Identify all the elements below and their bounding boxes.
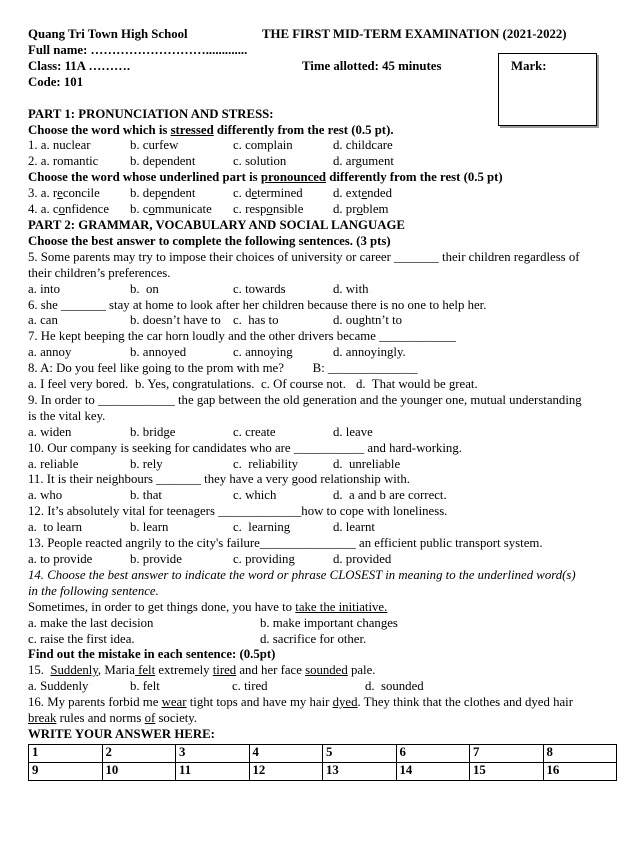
option-cell: b. doesn’t have to [130, 313, 221, 328]
underlined-text: break [28, 711, 57, 726]
option-cell: b. felt [130, 679, 160, 694]
option-cell: b. learn [130, 520, 169, 535]
option-cell: a. reliable [28, 456, 79, 471]
answer-table [28, 744, 617, 781]
answer-cell [470, 744, 544, 762]
underlined-text: of [144, 711, 156, 726]
options-row [28, 282, 616, 298]
answer-cell [176, 762, 250, 780]
exam-line: 11. It is their neighbours _______ they have a very good relationship with. [28, 472, 410, 487]
options-row [28, 202, 616, 218]
option-cell: d. childcare [333, 138, 393, 153]
exam-line: is the vital key. [28, 408, 106, 423]
option-cell: a. make the last decision [28, 615, 154, 630]
text-segment: tight tops and have my hair [186, 695, 333, 710]
answer-cell [543, 744, 617, 762]
text-segment: Choose the word which is [28, 122, 171, 137]
option-cell: b. rely [130, 456, 163, 471]
text-segment: . They think that the clothes and dyed hair [357, 695, 573, 710]
option-cell: b. make important changes [260, 615, 398, 630]
header-line-1 [28, 27, 616, 43]
section-heading: PART 2: GRAMMAR, VOCABULARY AND SOCIAL LANGUAGE [28, 217, 405, 232]
underlined-text: felt [134, 663, 156, 678]
text-segment: and her face [236, 663, 306, 678]
underlined-text: sounded [305, 663, 348, 678]
option-cell [333, 202, 616, 218]
answer-cell-number: 8 [546, 744, 553, 759]
options-row [28, 520, 616, 536]
time-allotted-label: Time allotted: 45 minutes [302, 58, 442, 73]
underlined-text: e [57, 186, 63, 201]
option-cell: d. argument [333, 154, 394, 169]
options-row [28, 552, 616, 568]
option-cell: a. who [28, 488, 63, 503]
options-row [28, 186, 616, 202]
section-heading: PART 1: PRONUNCIATION AND STRESS: [28, 106, 274, 121]
answer-cell-number: 5 [326, 744, 333, 759]
answer-cell-number: 12 [252, 762, 266, 777]
underlined-text: pronounced [260, 170, 327, 185]
option-cell: d. provided [333, 552, 392, 566]
text-segment: , Maria [97, 663, 135, 678]
answer-cell [323, 744, 397, 762]
option-cell: b. provide [130, 552, 182, 566]
text-segment: Sometimes, in order to get things done, you have to [28, 599, 296, 614]
answer-row [29, 762, 617, 780]
answer-cell [543, 762, 617, 780]
answer-cell-number: 16 [546, 762, 560, 777]
mark-box [498, 53, 597, 126]
option-cell: a. can [28, 313, 58, 328]
underlined-text: o [356, 202, 363, 217]
text-segment: c. resp [233, 202, 267, 217]
exam-line: 14. Choose the best answer to indicate the word or phrase CLOSEST in meaning to the underlined word(s) [28, 567, 576, 582]
option-cell: b. bridge [130, 424, 176, 439]
mark-label: Mark: [511, 59, 547, 73]
underlined-text: e [161, 186, 167, 201]
option-cell [28, 186, 130, 202]
option-cell [130, 186, 233, 202]
text-segment: 3. a. r [28, 186, 58, 201]
answer-cell-number: 14 [399, 762, 413, 777]
exam-line: 5. Some parents may try to impose their choices of university or career _______ their children regardless of [28, 249, 580, 264]
option-cell: a. I feel very bored. [28, 377, 129, 392]
underlined-text: wear [161, 695, 187, 710]
option-cell: c. providing [233, 552, 295, 566]
option-cell: a. to provide [28, 552, 93, 566]
text-segment: d. pr [333, 202, 357, 217]
option-cell: c. which [233, 488, 277, 503]
option-cell [233, 186, 333, 202]
underlined-text: take the initiative. [295, 599, 388, 614]
option-cell [28, 202, 130, 218]
answer-cell-number: 7 [473, 744, 480, 759]
underlined-text: o [266, 202, 273, 217]
answer-cell [396, 762, 470, 780]
school-name: Quang Tri Town High School [28, 27, 188, 41]
exam-line: 7. He kept beeping the car horn loudly and the other drivers became ____________ [28, 329, 456, 344]
option-cell: c. tired [232, 679, 268, 694]
option-cell: a. to learn [28, 520, 83, 535]
exam-title: THE FIRST MID-TERM EXAMINATION (2021-2022) [262, 27, 567, 41]
exam-line: 6. she _______ stay at home to look after her children because there is no one to help her. [28, 297, 487, 312]
exam-body [28, 107, 616, 743]
option-cell: 1. a. nuclear [28, 138, 91, 153]
options-row [28, 377, 616, 393]
answer-cell [29, 762, 103, 780]
option-cell: a. Suddenly [28, 679, 89, 694]
text-segment: differently from the rest (0.5 pt) [326, 170, 503, 185]
option-cell: a. annoy [28, 345, 72, 360]
option-cell: c. raise the first idea. [28, 631, 135, 646]
exam-line [28, 695, 616, 711]
answer-cell-number: 6 [399, 744, 406, 759]
options-row [28, 138, 616, 154]
option-cell: c. create [233, 424, 276, 439]
exam-line: 9. In order to ____________ the gap between the old generation and the younger one, mutual understanding [28, 392, 582, 407]
exam-line: in the following sentence. [28, 583, 159, 598]
option-cell: b. annoyed [130, 345, 187, 360]
answer-cell-number: 4 [252, 744, 259, 759]
answer-cell-number: 11 [179, 762, 192, 777]
underlined-text: o [148, 202, 155, 217]
option-cell: c. annoying [233, 345, 293, 360]
option-cell: d. leave [333, 424, 373, 439]
answer-cell [176, 744, 250, 762]
options-row [28, 488, 616, 504]
answer-cell-number: 10 [105, 762, 119, 777]
text-segment: mmunicate [154, 202, 212, 217]
exam-line: 12. It’s absolutely vital for teenagers _____________how to cope with loneliness. [28, 504, 448, 519]
option-cell: c. complain [233, 138, 293, 153]
options-row [28, 154, 616, 170]
class-label: Class: 11A ………. [28, 58, 131, 73]
options-row [28, 345, 616, 361]
text-segment: 15. [28, 663, 51, 678]
answer-cell [249, 762, 323, 780]
text-segment: extremely [155, 663, 213, 678]
text-segment: nfidence [64, 202, 110, 217]
option-cell: d. annoyingly. [333, 345, 406, 360]
option-cell: b. dependent [130, 154, 196, 169]
option-cell: 2. a. romantic [28, 154, 99, 169]
option-cell: d. unreliable [333, 456, 401, 471]
option-cell: b. curfew [130, 138, 179, 153]
section-heading: Find out the mistake in each sentence: (0.5pt) [28, 647, 276, 662]
option-cell: c. learning [233, 520, 291, 535]
answer-cell [29, 744, 103, 762]
answer-cell-number: 2 [105, 744, 112, 759]
answer-cell [102, 762, 176, 780]
option-cell: d. sounded [365, 679, 424, 694]
option-cell: d. oughtn’t to [333, 313, 403, 328]
answer-cell [323, 762, 397, 780]
code-label: Code: 101 [28, 74, 84, 89]
text-segment: 16. My parents forbid me [28, 695, 162, 710]
options-row [28, 632, 616, 648]
text-segment: termined [257, 186, 303, 201]
answer-row [29, 744, 617, 762]
text-segment: rules and norms [56, 711, 145, 726]
text-segment: society. [155, 711, 198, 726]
option-cell: c. reliability [233, 456, 299, 471]
answer-cell-number: 9 [32, 762, 39, 777]
options-row [28, 679, 616, 695]
underlined-text: stressed [170, 122, 214, 137]
underlined-text: Suddenly [50, 663, 98, 678]
exam-line [28, 663, 616, 679]
options-row [28, 457, 616, 473]
answer-cell-number: 1 [32, 744, 39, 759]
text-segment: d. ext [333, 186, 362, 201]
option-cell: b. on [130, 281, 159, 296]
text-segment: blem [362, 202, 389, 217]
option-cell: a. widen [28, 424, 72, 439]
section-heading: WRITE YOUR ANSWER HERE: [28, 726, 215, 741]
underlined-text: e [361, 186, 368, 201]
option-cell: d. sacrifice for other. [260, 631, 367, 646]
exam-line: 10. Our company is seeking for candidates who are ___________ and hard-working. [28, 440, 462, 455]
underlined-text: e [251, 186, 258, 201]
options-row [28, 425, 616, 441]
text-segment: nsible [272, 202, 304, 217]
option-cell: c. has to [233, 313, 279, 328]
section-heading: Choose the best answer to complete the following sentences. (3 pts) [28, 233, 391, 248]
option-cell: b. that [130, 488, 162, 503]
option-cell [333, 186, 616, 202]
exam-line: their children’s preferences. [28, 265, 171, 280]
text-segment: pale. [347, 663, 376, 678]
option-cell: c. Of course not. [261, 377, 346, 392]
section-heading [28, 170, 616, 186]
underlined-text: tired [212, 663, 237, 678]
answer-cell [102, 744, 176, 762]
answer-cell-number: 15 [473, 762, 486, 777]
option-cell: d. with [333, 281, 369, 296]
exam-line: 8. A: Do you feel like going to the prom with me? B: ______________ [28, 361, 418, 376]
text-segment: c. d [233, 186, 252, 201]
exam-line: 13. People reacted angrily to the city's failure_______________ an efficient public transport system. [28, 536, 543, 551]
answer-cell [249, 744, 323, 762]
text-segment: ndent [166, 186, 196, 201]
text-segment: nded [367, 186, 393, 201]
options-row [28, 313, 616, 329]
option-cell: d. a and b are correct. [333, 488, 447, 503]
option-cell: d. That would be great. [356, 377, 478, 392]
text-segment: b. dep [130, 186, 162, 201]
option-cell: b. Yes, congratulations. [135, 377, 255, 392]
answer-cell [396, 744, 470, 762]
options-row [28, 616, 616, 632]
text-segment: differently from the rest (0.5 pt). [213, 122, 394, 137]
exam-line [28, 600, 616, 616]
option-cell: a. into [28, 281, 60, 296]
text-segment: concile [62, 186, 100, 201]
text-segment: Choose the word whose underlined part is [28, 170, 261, 185]
exam-line [28, 711, 616, 727]
text-segment: 4. a. c [28, 202, 59, 217]
underlined-text: o [58, 202, 65, 217]
text-segment: b. c [130, 202, 149, 217]
answer-cell-number: 13 [326, 762, 339, 777]
option-cell: c. towards [233, 281, 286, 296]
option-cell [233, 202, 333, 218]
answer-cell [470, 762, 544, 780]
option-cell: c. solution [233, 154, 287, 169]
option-cell: d. learnt [333, 520, 375, 535]
option-cell [130, 202, 233, 218]
full-name-label: Full name: ………………………............. [28, 42, 248, 57]
answer-cell-number: 3 [179, 744, 186, 759]
underlined-text: dyed [332, 695, 358, 710]
